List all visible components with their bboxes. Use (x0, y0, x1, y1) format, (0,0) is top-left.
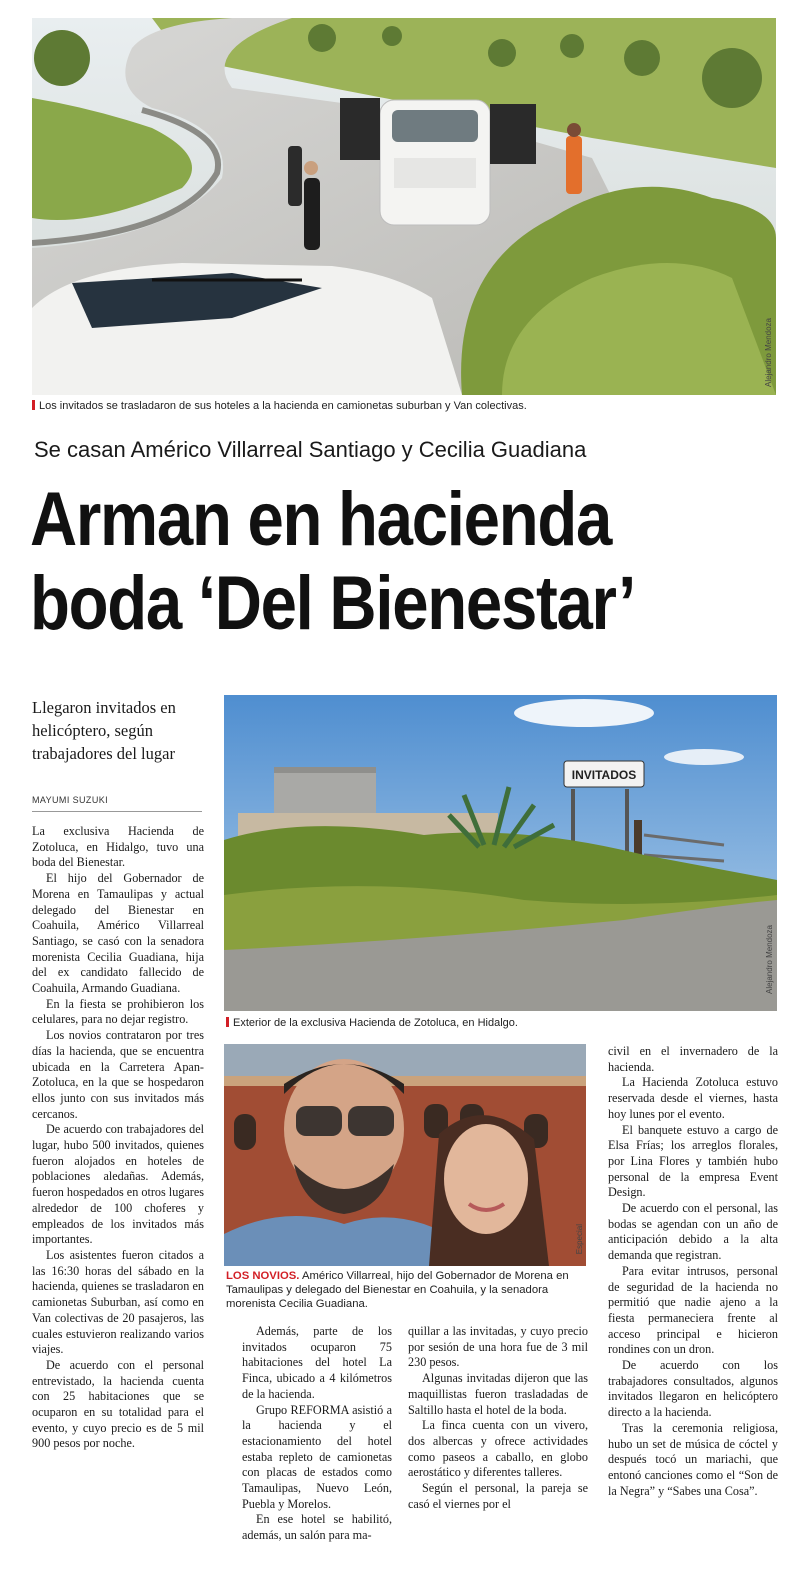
caption-lead: LOS NOVIOS. (226, 1270, 300, 1282)
paragraph: Además, parte de los invitados ocuparon 75 habitaciones del hotel La Finca, ubicado a 4 kilómetros de la hacienda. (242, 1324, 392, 1401)
photo-credit: Alejandro Mendoza (764, 318, 773, 387)
photo-couple-illustration (224, 1044, 586, 1266)
paragraph: civil en el invernadero de la hacienda. (608, 1044, 778, 1074)
photo-credit: Alejandro Mendoza (765, 925, 774, 994)
paragraph: Algunas invitadas dijeron que las maquillistas fueron trasladadas de Saltillo hasta el hotel de la boda. (408, 1371, 588, 1417)
paragraph: De acuerdo con el personal entrevistado, la hacienda cuenta con 25 habitaciones que se ocuparon en su totalidad para el evento, y cuyo precio es de 5 mil 900 pesos por noche. (32, 1357, 204, 1451)
paragraph: La exclusiva Hacienda de Zotoluca, en Hidalgo, tuvo una boda del Bienestar. (32, 824, 204, 870)
paragraph: En la fiesta se prohibieron los celulares, para no dejar registro. (32, 996, 204, 1027)
kicker-headline: Se casan Américo Villarreal Santiago y Cecilia Guadiana (34, 437, 587, 462)
byline: MAYUMI SUZUKI (32, 795, 202, 812)
main-headline (30, 478, 684, 646)
paragraph: El hijo del Gobernador de Morena en Tamaulipas y actual delegado del Bienestar en Coahuila, Américo Villarreal Santiago, se casó con la senadora morenista Cecilia Guadiana, hija del ex candidato fallecido de Coahuila, Armando Guadiana. (32, 871, 204, 996)
headline-line-1: Arman en hacienda (30, 477, 612, 562)
article-column-a (242, 1324, 392, 1544)
article-column-b (408, 1324, 588, 1512)
photo-credit: Especial (575, 1224, 584, 1255)
paragraph: En ese hotel se habilitó, además, un salón para ma- (242, 1512, 392, 1543)
paragraph: La Hacienda Zotoluca estuvo reservada desde el viernes, hasta hoy lunes por el evento. (608, 1075, 778, 1121)
headline-line-2: boda ‘Del Bienestar’ (30, 561, 635, 646)
photo-hacienda-exterior (224, 695, 777, 1011)
article-column-c (608, 1044, 778, 1499)
photo-vehicles-illustration (32, 18, 776, 395)
paragraph: De acuerdo con el personal, las bodas se agendan con un año de anticipación debido a la alta demanda que registran. (608, 1201, 778, 1263)
photo-couple-selfie (224, 1044, 586, 1266)
paragraph: Tras la ceremonia religiosa, hubo un set de música de cóctel y después tocó un mariachi, que entonó canciones como el “Son de la Negra” y “Sabes una Cosa”. (608, 1420, 778, 1498)
sign-text: INVITADOS (571, 768, 637, 782)
photo-caption (226, 1016, 518, 1030)
paragraph: Los novios contrataron por tres días la hacienda, que se encuentra ubicada en la Carretera Apan-Zotoluca, en la que se hospedaron ellos junto con sus invitados más cercanos. (32, 1028, 204, 1121)
paragraph: De acuerdo con trabajadores del lugar, hubo 500 invitados, quienes fueron alojados en hoteles de poblaciones aledañas. Además, fueron hospedados en otros lugares alrededor de 100 choferes y empleados de los invitados más importantes. (32, 1122, 204, 1247)
paragraph: Grupo REFORMA asistió a la hacienda y el estacionamiento del hotel estaba repleto de camionetas con placas de estados como Tamaulipas, Nuevo León, Puebla y Morelos. (242, 1402, 392, 1511)
paragraph: Los asistentes fueron citados a las 16:30 horas del sábado en la hacienda, quienes se trasladaron en camionetas Suburban, así como en Van colectivas de 20 pasajeros, las cuales estuvieron realizando varios viajes. (32, 1247, 204, 1357)
paragraph: quillar a las invitadas, y cuyo precio por sesión de una hora fue de 3 mil 230 pesos. (408, 1324, 588, 1370)
photo-caption (226, 1269, 586, 1311)
photo-caption (32, 399, 527, 413)
paragraph: El banquete estuvo a cargo de Elsa Frías; los arreglos florales, por Lina Flores y también hubo personal de la empresa Event Design. (608, 1122, 778, 1200)
caption-text: Américo Villarreal, hijo del Gobernador de Morena en Tamaulipas y delegado del Bienestar en Coahuila, y la senadora morenista Cecilia Guadiana. (226, 1270, 569, 1310)
caption-marker (226, 1017, 229, 1027)
subheadline: Llegaron invitados en helicóptero, según trabajadores del lugar (32, 698, 176, 763)
photo-hacienda-illustration (224, 695, 777, 1011)
caption-marker (32, 400, 35, 410)
paragraph: Para evitar intrusos, personal de seguridad de la hacienda no permitió que nadie ajeno a la fiesta permaneciera frente al acceso principal e hicieron rondines con un dron. (608, 1263, 778, 1357)
photo-vehicles-driveway (32, 18, 776, 395)
caption-text: Exterior de la exclusiva Hacienda de Zotoluca, en Hidalgo. (233, 1017, 518, 1029)
paragraph: Según el personal, la pareja se casó el viernes por el (408, 1481, 588, 1511)
paragraph: De acuerdo con los trabajadores consultados, algunos invitados llegaron en helicóptero directo a la hacienda. (608, 1358, 778, 1420)
caption-text: Los invitados se trasladaron de sus hoteles a la hacienda en camionetas suburban y Van colectivas. (39, 400, 527, 412)
paragraph: La finca cuenta con un vivero, dos albercas y ofrece actividades como paseos a caballo, en globo aerostático y diferentes talleres. (408, 1418, 588, 1480)
article-column-left (32, 824, 204, 1452)
